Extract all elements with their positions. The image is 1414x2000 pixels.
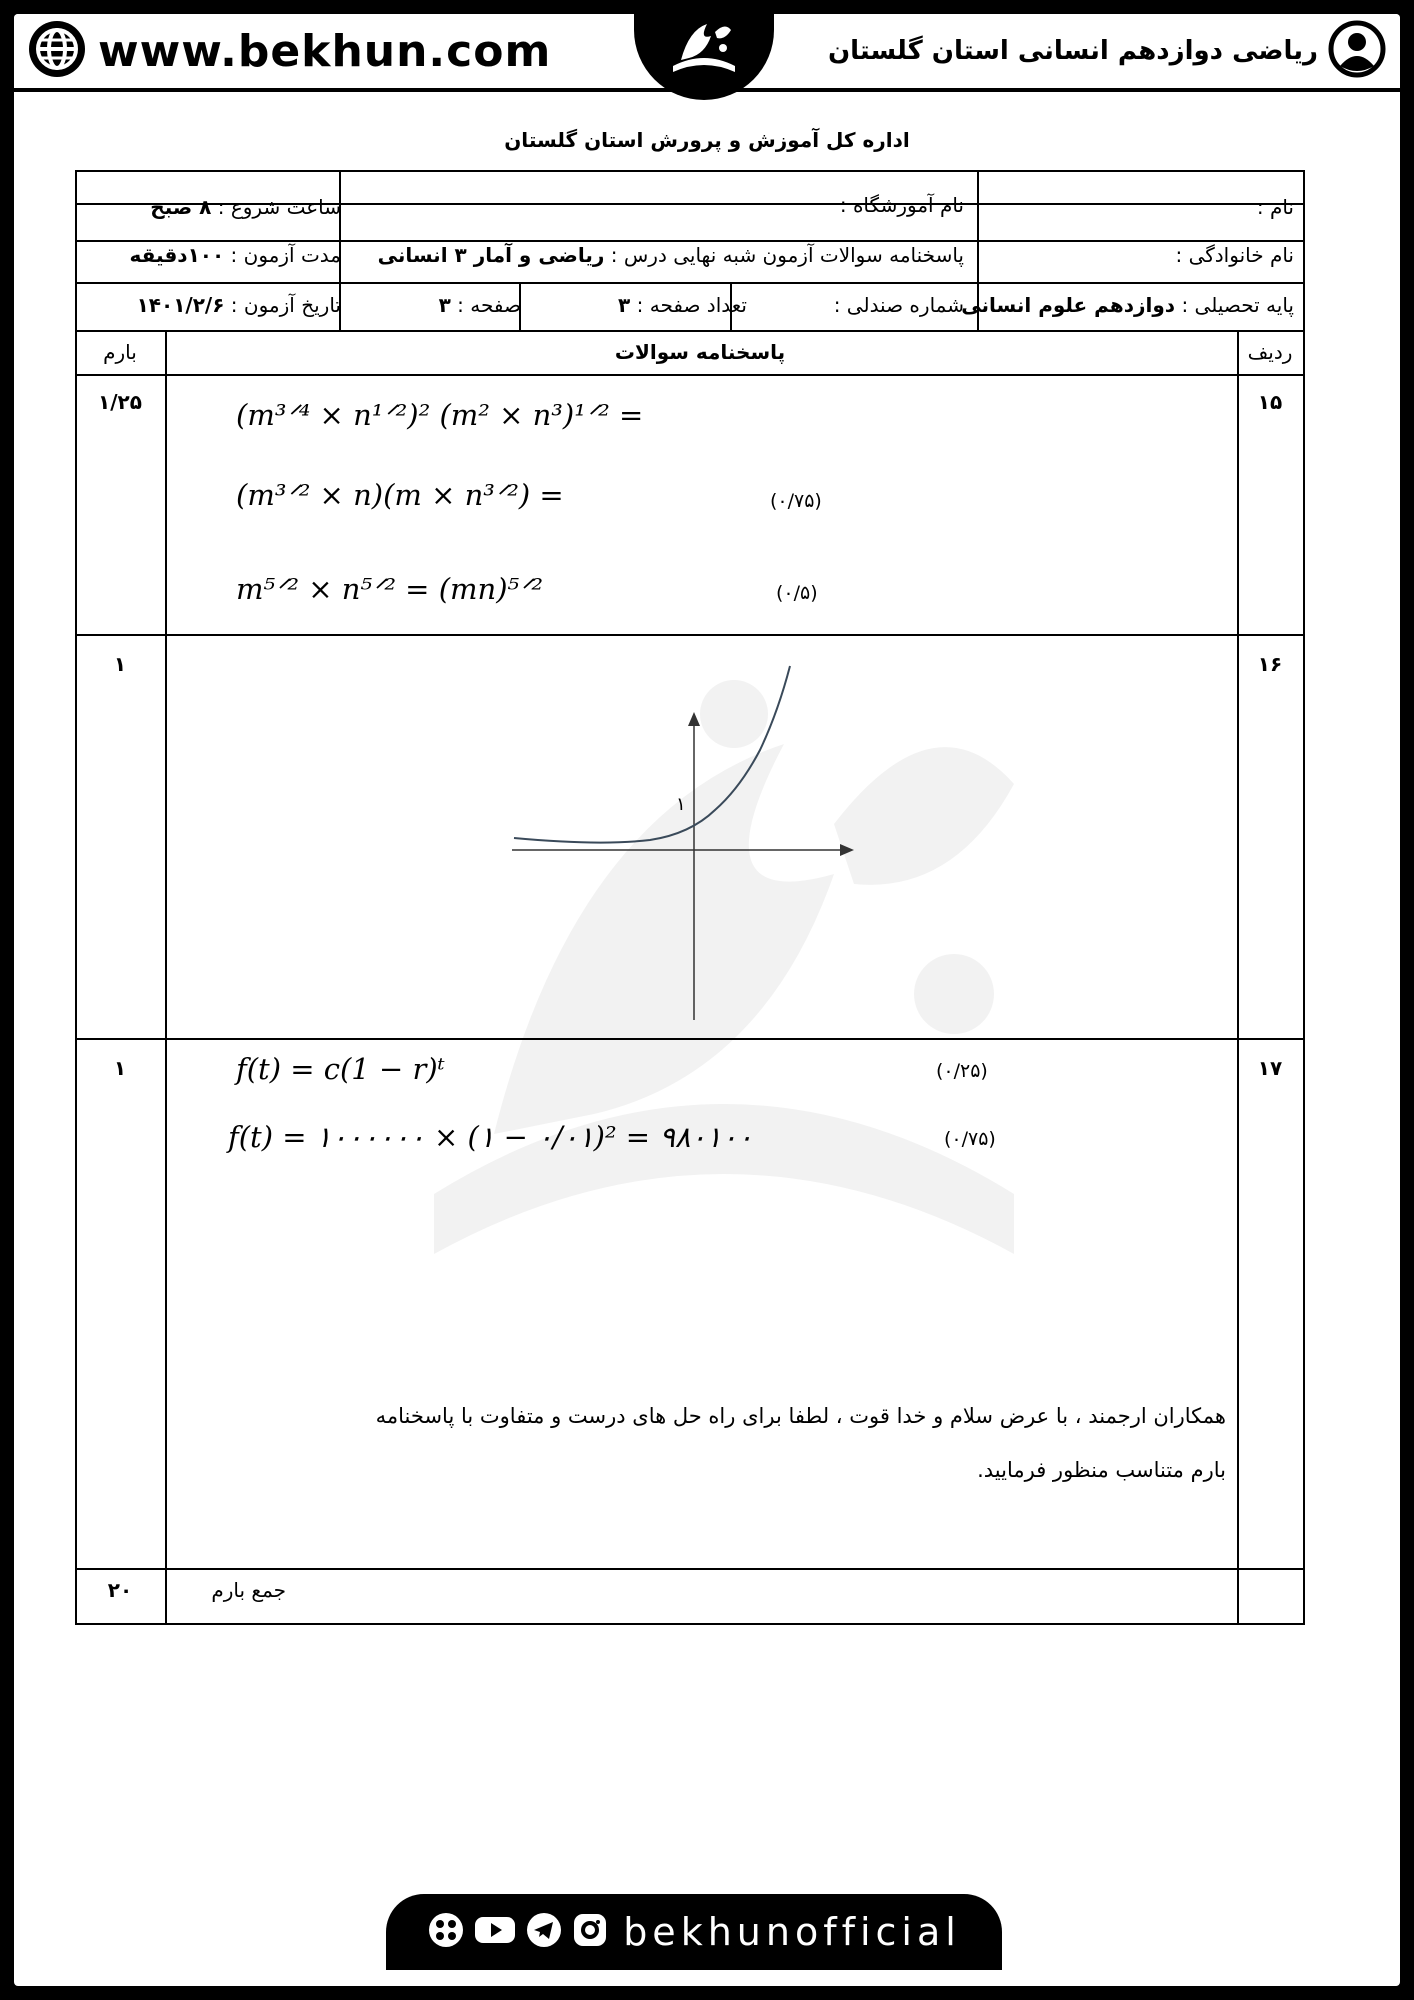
social-footer — [386, 1894, 1002, 1970]
total-label: جمع بارم — [211, 1578, 286, 1602]
family-label: نام خانوادگی : — [1175, 243, 1294, 267]
q15-line2: (m³ᐟ² × n)(m × n³ᐟ²) = — [236, 478, 564, 512]
course-title — [828, 22, 1386, 80]
q15-line2-score: (۰/۷۵) — [770, 490, 822, 512]
question-17-number: ۱۷ — [1257, 1056, 1283, 1080]
pages-label: تعداد صفحه : — [636, 293, 747, 317]
website-url[interactable]: www.bekhun.com — [98, 25, 552, 77]
instagram-icon[interactable] — [571, 1911, 609, 1953]
aparat-icon[interactable] — [427, 1911, 473, 1953]
question-15-score: ۱/۲۵ — [98, 390, 142, 414]
globe-icon — [28, 20, 86, 82]
date-label: تاریخ آزمون : — [230, 293, 341, 317]
book-logo-icon — [659, 14, 749, 90]
subject-value: ریاضی و آمار ۳ انسانی — [377, 243, 605, 267]
x-axis-arrow-icon — [840, 844, 854, 856]
q15-line1: (m³ᐟ⁴ × n¹ᐟ²)² (m² × n³)¹ᐟ² = — [236, 398, 644, 432]
teacher-note-line1: همکاران ارجمند ، با عرض سلام و خدا قوت ، لطفا برای راه حل های درست و متفاوت با پاسخنامه — [375, 1404, 1226, 1428]
youtube-icon[interactable] — [473, 1911, 525, 1953]
q17-line1-score: (۰/۲۵) — [936, 1060, 988, 1082]
row-header: ردیف — [1247, 340, 1293, 364]
user-avatar-icon — [1328, 20, 1386, 82]
q17-line1: f(t) = c(1 − r)ᵗ — [236, 1052, 445, 1086]
start-label: ساعت شروع : — [217, 195, 341, 219]
office-title: اداره کل آموزش و پرورش استان گلستان — [504, 128, 910, 152]
question-15-number: ۱۵ — [1257, 390, 1283, 414]
grade-field — [961, 293, 1294, 317]
q15-line3: m⁵ᐟ² × n⁵ᐟ² = (mn)⁵ᐟ² — [236, 572, 544, 606]
duration-value: ۱۰۰دقیقه — [129, 243, 225, 267]
y-intercept-label: ۱ — [676, 794, 686, 815]
date-field — [137, 293, 341, 317]
question-16-number: ۱۶ — [1257, 652, 1283, 676]
exponential-curve — [514, 666, 790, 843]
course-name: ریاضی دوازدهم انسانی استان گلستان — [827, 36, 1318, 66]
q17-line2-score: (۰/۷۵) — [944, 1128, 996, 1150]
start-value: ۸ صبح — [150, 195, 212, 219]
page-value: ۳ — [438, 293, 451, 317]
name-label: نام : — [1256, 195, 1294, 219]
date-value: ۱۴۰۱/۲/۶ — [136, 293, 225, 317]
duration-field — [130, 243, 341, 267]
social-handle[interactable]: bekhunofficial — [623, 1910, 961, 1954]
q15-line3-score: (۰/۵) — [776, 582, 818, 604]
total-value: ۲۰ — [107, 1578, 133, 1602]
top-banner — [14, 14, 1400, 92]
grade-value: دوازدهم علوم انسانی — [961, 293, 1176, 317]
seat-label: شماره صندلی : — [833, 293, 964, 317]
grade-label: پایه تحصیلی : — [1181, 293, 1294, 317]
brand-logo — [634, 14, 774, 100]
duration-label: مدت آزمون : — [230, 243, 341, 267]
y-axis-arrow-icon — [688, 712, 700, 726]
pages-field — [618, 293, 747, 317]
page-label: صفحه : — [457, 293, 521, 317]
questions-header: پاسخنامه سوالات — [614, 340, 786, 364]
pages-value: ۳ — [618, 293, 631, 317]
page-field — [439, 293, 521, 317]
school-label: نام آموزشگاه : — [839, 193, 964, 217]
website-link[interactable] — [28, 22, 551, 80]
answer-key-label: پاسخنامه سوالات آزمون شبه نهایی درس : — [610, 243, 964, 267]
question-17-score: ۱ — [113, 1056, 127, 1080]
telegram-icon[interactable] — [525, 1911, 571, 1953]
subject-field — [378, 243, 964, 267]
start-field — [150, 195, 341, 219]
q17-line2: f(t) = ۱۰۰۰۰۰۰ × (۱ − ۰/۰۱)² = ۹۸۰۱۰۰ — [228, 1120, 753, 1154]
question-16-score: ۱ — [113, 652, 127, 676]
exponential-graph — [500, 660, 870, 1030]
score-header: بارم — [103, 340, 137, 364]
teacher-note-line2: بارم متناسب منظور فرمایید. — [977, 1458, 1226, 1482]
